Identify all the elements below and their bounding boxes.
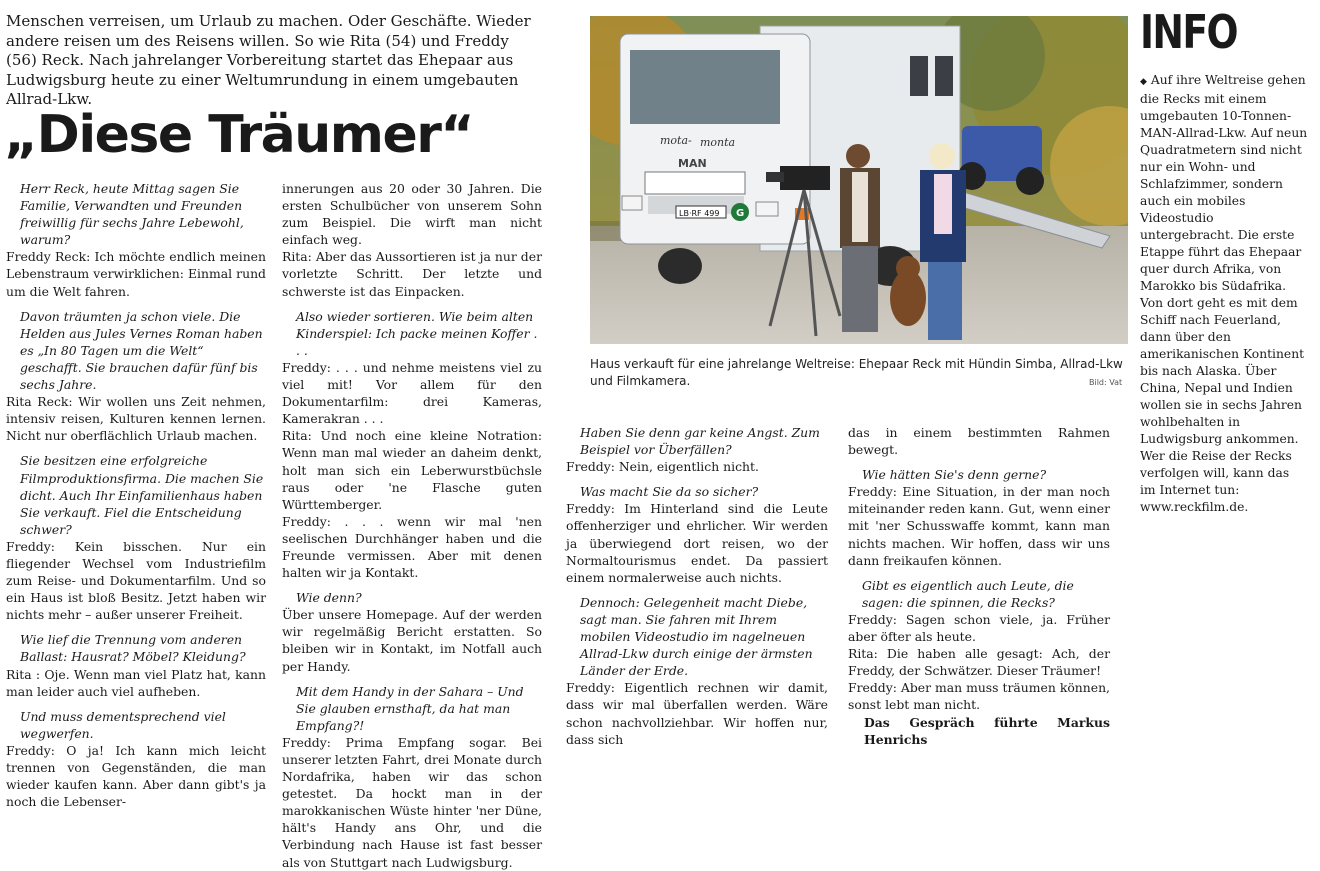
truck-photo: [590, 16, 1128, 344]
truck-text-2: monta: [700, 136, 736, 149]
truck-logo-man: MAN: [678, 157, 707, 170]
interview-answer: Freddy: Im Hinterland sind die Leute offenherziger und ehrlicher. Wir werden ja überwiegend dort reisen, wo der Normaltourismus endet. Da passiert einem normalerweise auch nichts.: [566, 501, 828, 585]
info-bullet-icon: ◆: [1140, 77, 1147, 87]
interview-question: Und muss dementsprechend viel wegwerfen.: [20, 708, 226, 741]
interview-question: Wie hätten Sie's denn gerne?: [862, 467, 1047, 483]
interview-answer: Freddy: Nein, eigentlich nicht.: [566, 459, 759, 475]
interview-question: Gibt es eigentlich auch Leute, die sagen: die spinnen, die Recks?: [862, 577, 1074, 610]
interview-answer: Rita: Und noch eine kleine Notration: Wenn man mal wieder an daheim denkt, holt man sich ein Leberwurstbüchsle raus oder 'ne Flasche guten Württemberger.: [282, 428, 542, 512]
interview-answer: Freddy: Prima Empfang sogar. Bei unserer letzten Fahrt, drei Monate durch Nordafrika, haben wir das schon getestet. Da hockt man in der marokkanischen Wüste hinter 'ner Düne, hält's Handy ans Ohr, und die Verbindung nach Hause ist fast besser als von Stuttgart nach Ludwigsburg.: [282, 734, 542, 870]
interview-question: Was macht Sie da so sicher?: [580, 484, 759, 500]
interview-answer: innerungen aus 20 oder 30 Jahren. Die ersten Schulbücher von unserem Sohn zum Beispiel. Die wirft man nicht einfach weg.: [282, 181, 542, 248]
interview-answer: Freddy: Eine Situation, in der man noch miteinander reden kann. Gut, wenn einer mit 'ner Schusswaffe kommt, kann man nichts machen. Wir hoffen, dass wir uns dann freikaufen können.: [848, 484, 1110, 568]
interview-question: Wie lief die Trennung vom anderen Ballast: Hausrat? Möbel? Kleidung?: [20, 632, 246, 665]
article-intro: Menschen verreisen, um Urlaub zu machen. Oder Geschäfte. Wieder andere reisen um des Reisens willen. So wie Rita (54) und Freddy (56) Reck. Nach jahrelanger Vorbereitung startet das Ehepaar aus Ludwigsburg heute zu einer Weltumrundung in einem umgebauten Allrad-Lkw.: [6, 12, 531, 109]
interview-answer: das in einem bestimmten Rahmen bewegt.: [848, 425, 1110, 458]
interview-answer: Freddy: Eigentlich rechnen wir damit, dass wir mal überfallen werden. Wäre schon nachvollziehbar. Wir hoffen nur, dass sich: [566, 680, 828, 747]
interview-answer: Rita: Aber das Aussortieren ist ja nur der vorletzte Schritt. Der letzte und schwerste ist das Einpacken.: [282, 249, 542, 299]
interview-question: Herr Reck, heute Mittag sagen Sie Familie, Verwandten und Freunden freiwillig für sechs Jahre Lebewohl, warum?: [20, 181, 244, 248]
text-column-4: [848, 424, 1110, 748]
interview-answer: Rita : Oje. Wenn man viel Platz hat, kann man leider auch viel aufheben.: [6, 666, 266, 699]
interview-question: Dennoch: Gelegenheit macht Diebe, sagt man. Sie fahren mit Ihrem mobilen Videostudio im nagelneuen Allrad-Lkw durch einige der ärmsten Länder der Erde.: [580, 594, 813, 679]
license-plate: LB·RF 499: [679, 209, 720, 218]
info-title: INFO: [1140, 5, 1237, 59]
interview-answer: Freddy: Kein bisschen. Nur ein fliegender Wechsel vom Industriefilm zum Reise- und Dokumentarfilm. Und so ein Haus ist bloß Besitz. Jetzt haben wir nichts mehr – außer unserer Freiheit.: [6, 538, 266, 623]
photo-credit: Bild: Vat: [1089, 378, 1123, 387]
interview-question: Sie besitzen eine erfolgreiche Filmproduktionsfirma. Die machen Sie dicht. Auch Ihr Einfamilienhaus haben Sie verkauft. Fiel die Entscheidung schwer?: [20, 453, 264, 537]
interview-answer: Freddy: . . . und nehme meistens viel zu viel mit! Vor allem für den Dokumentarfilm: drei Kameras, Kamerakran . . .: [282, 359, 542, 427]
article-headline: „Diese Träumer“: [4, 105, 474, 165]
interview-question: Davon träumten ja schon viele. Die Helden aus Jules Vernes Roman haben es „In 80 Tagen um die Welt“ geschafft. Sie brauchen dafür fünf bis sechs Jahre.: [20, 308, 263, 393]
interview-answer: Freddy Reck: Ich möchte endlich meinen Lebenstraum verwirklichen: Einmal rund um die Welt fahren.: [6, 249, 266, 299]
text-column-2: [282, 180, 542, 871]
text-column-3: [566, 424, 828, 748]
interview-answer: Freddy: Aber man muss träumen können, sonst lebt man nicht.: [848, 680, 1110, 713]
interview-answer: Rita: Die haben alle gesagt: Ach, der Freddy, der Schwätzer. Dieser Träumer!: [848, 646, 1110, 679]
author-signature: Das Gespräch führte Markus Henrichs: [864, 714, 1110, 747]
text-column-1: [6, 180, 266, 810]
interview-question: Haben Sie denn gar keine Angst. Zum Beispiel vor Überfällen?: [580, 425, 820, 458]
interview-question: Wie denn?: [296, 590, 362, 606]
interview-answer: Freddy: Sagen schon viele, ja. Früher aber öfter als heute.: [848, 611, 1110, 645]
info-text: Auf ihre Weltreise gehen die Recks mit einem umgebauten 10-Tonnen-MAN-Allrad-Lkw. Auf neun Quadratmetern sind nicht nur ein Wohn- und Schlafzimmer, sondern auch ein mobiles Videostudio untergebracht. Die erste Etappe führt das Ehepaar quer durch Afrika, von Marokko bis Südafrika. Von dort geht es mit dem Schiff nach Feuerland, dann über den amerikanischen Kontinent bis nach Alaska. Über China, Nepal und Indien wollen sie in sechs Jahren wohlbehalten in Ludwigsburg ankommen. Wer die Reise der Recks verfolgen will, kann das im Internet tun: www.reckfilm.de.: [1140, 73, 1308, 514]
interview-answer: Über unsere Homepage. Auf der werden wir regelmäßig Bericht erstatten. So bleiben wir in Kontakt, im Notfall auch per Handy.: [282, 607, 542, 674]
interview-question: Mit dem Handy in der Sahara – Und Sie glauben ernsthaft, da hat man Empfang?!: [296, 683, 524, 733]
interview-answer: Rita Reck: Wir wollen uns Zeit nehmen, intensiv reisen, Kulturen kennen lernen. Nicht nur oberflächlich Urlaub machen.: [6, 394, 266, 444]
interview-answer: Freddy: O ja! Ich kann mich leicht trennen von Gegenständen, die man wieder kaufen kann. Aber dann gibt's ja noch die Lebenser-: [6, 742, 266, 810]
truck-text-1: mota-: [660, 134, 692, 147]
interview-question: Also wieder sortieren. Wie beim alten Kinderspiel: Ich packe meinen Koffer . . .: [296, 308, 538, 358]
interview-answer: Freddy: . . . wenn wir mal 'nen seelischen Durchhänger haben und die Freunde vermissen. Aber mit denen halten wir ja Kontakt.: [282, 513, 542, 581]
info-box: [1140, 72, 1308, 516]
green-badge: G: [736, 208, 745, 219]
photo-caption: Haus verkauft für eine jahrelange Weltreise: Ehepaar Reck mit Hündin Simba, Allrad-Lkw und Filmkamera.: [590, 357, 1123, 388]
